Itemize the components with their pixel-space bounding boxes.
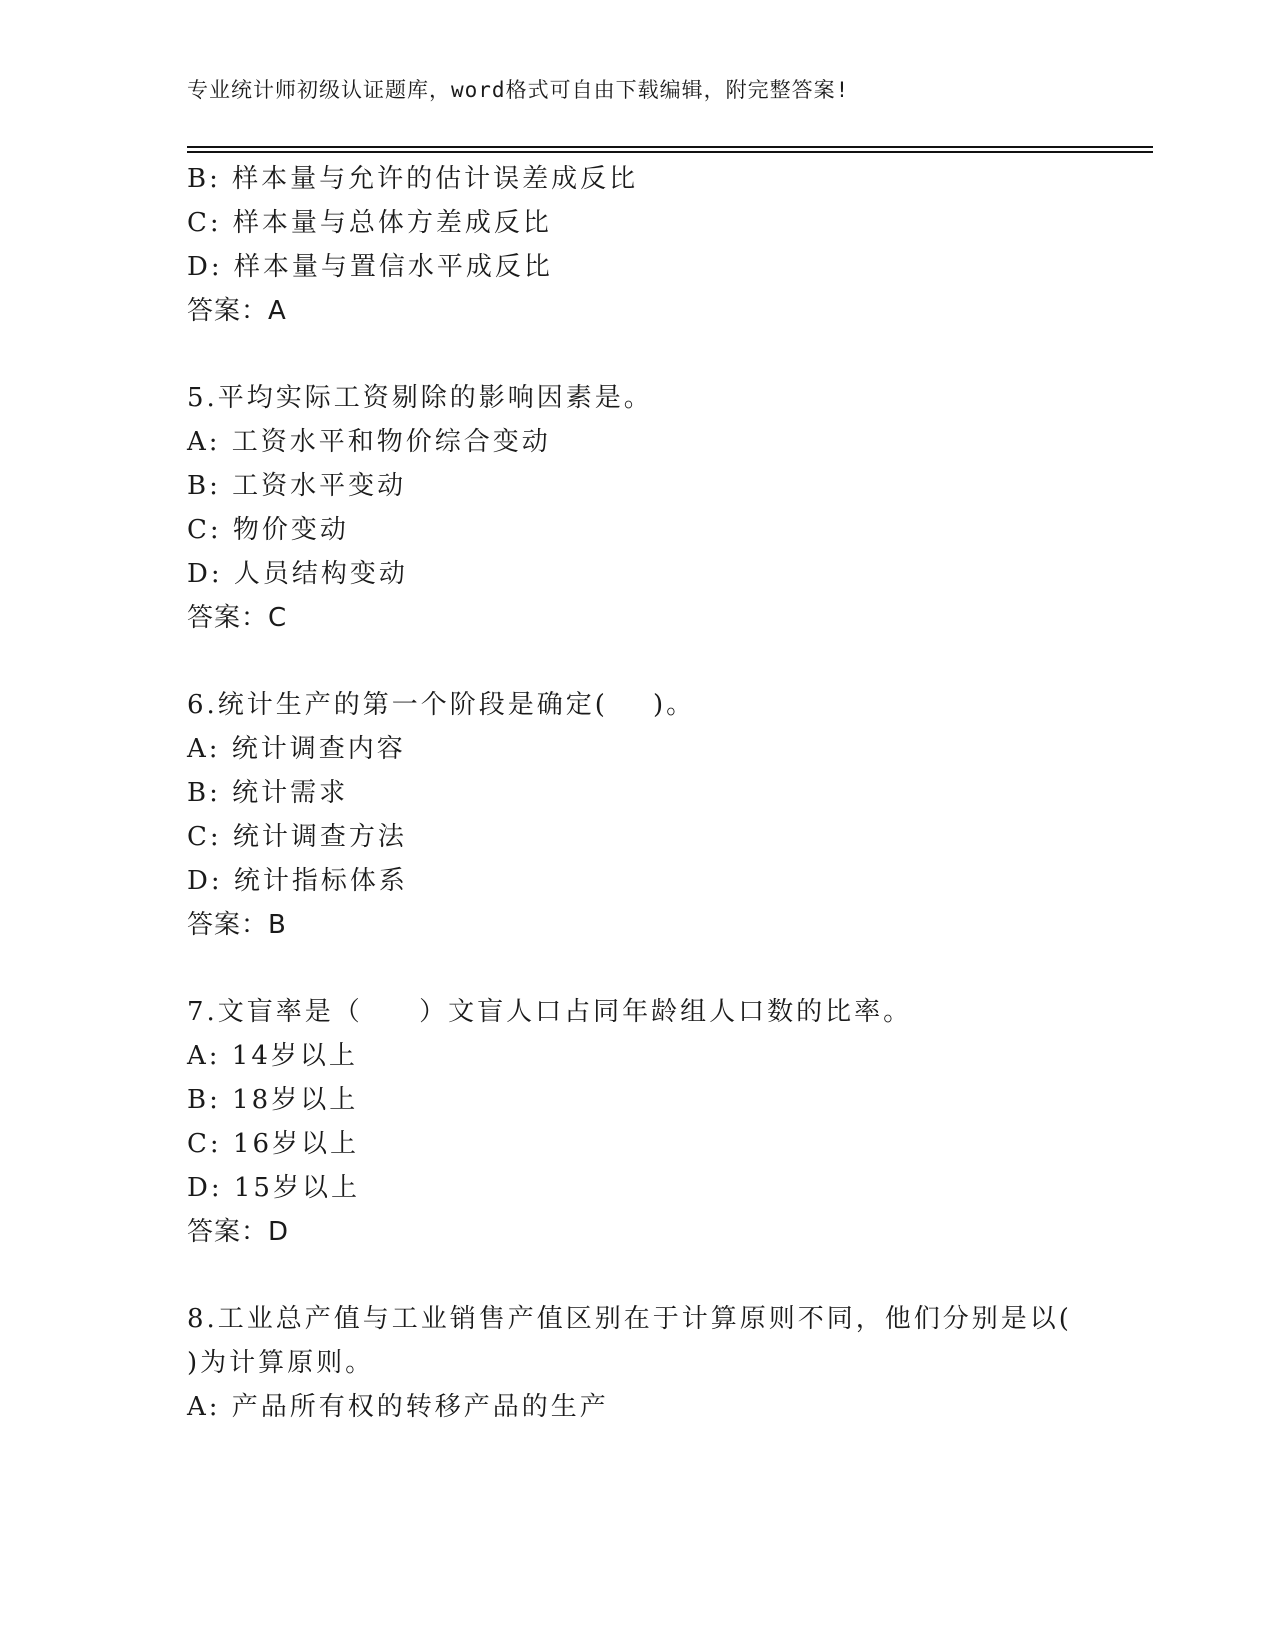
option-a: A: 产品所有权的转移产品的生产	[187, 1392, 609, 1422]
option-b: B: 统计需求	[187, 778, 349, 808]
question-stem: 6.统计生产的第一个阶段是确定( )。	[187, 690, 696, 720]
option-a: A: 工资水平和物价综合变动	[187, 427, 551, 457]
option-d: D: 人员结构变动	[187, 559, 408, 589]
option-a: A: 统计调查内容	[187, 734, 406, 764]
question-stem: 7.文盲率是（ ）文盲人口占同年龄组人口数的比率。	[187, 997, 913, 1027]
question-stem-continued: )为计算原则。	[187, 1348, 375, 1378]
page-header: 专业统计师初级认证题库，word格式可自由下载编辑，附完整答案!	[187, 78, 850, 102]
option-a: A: 14岁以上	[187, 1041, 358, 1071]
option-d: D: 样本量与置信水平成反比	[187, 252, 553, 282]
option-b: B: 工资水平变动	[187, 471, 407, 501]
question-stem: 5.平均实际工资剔除的影响因素是。	[187, 383, 653, 413]
option-b: B: 样本量与允许的估计误差成反比	[187, 164, 639, 194]
option-c: C: 样本量与总体方差成反比	[187, 208, 552, 238]
answer: 答案：D	[187, 1217, 290, 1247]
option-d: D: 15岁以上	[187, 1173, 360, 1203]
header-rule-top	[187, 146, 1153, 148]
answer: 答案：B	[187, 910, 287, 940]
header-rule-bottom	[187, 151, 1153, 153]
option-d: D: 统计指标体系	[187, 866, 408, 896]
question-stem: 8.工业总产值与工业销售产值区别在于计算原则不同，他们分别是以(	[187, 1304, 1072, 1334]
option-c: C: 统计调查方法	[187, 822, 407, 852]
option-c: C: 物价变动	[187, 515, 349, 545]
answer: 答案：C	[187, 603, 288, 633]
option-c: C: 16岁以上	[187, 1129, 360, 1159]
answer: 答案：A	[187, 296, 287, 326]
option-b: B: 18岁以上	[187, 1085, 359, 1115]
